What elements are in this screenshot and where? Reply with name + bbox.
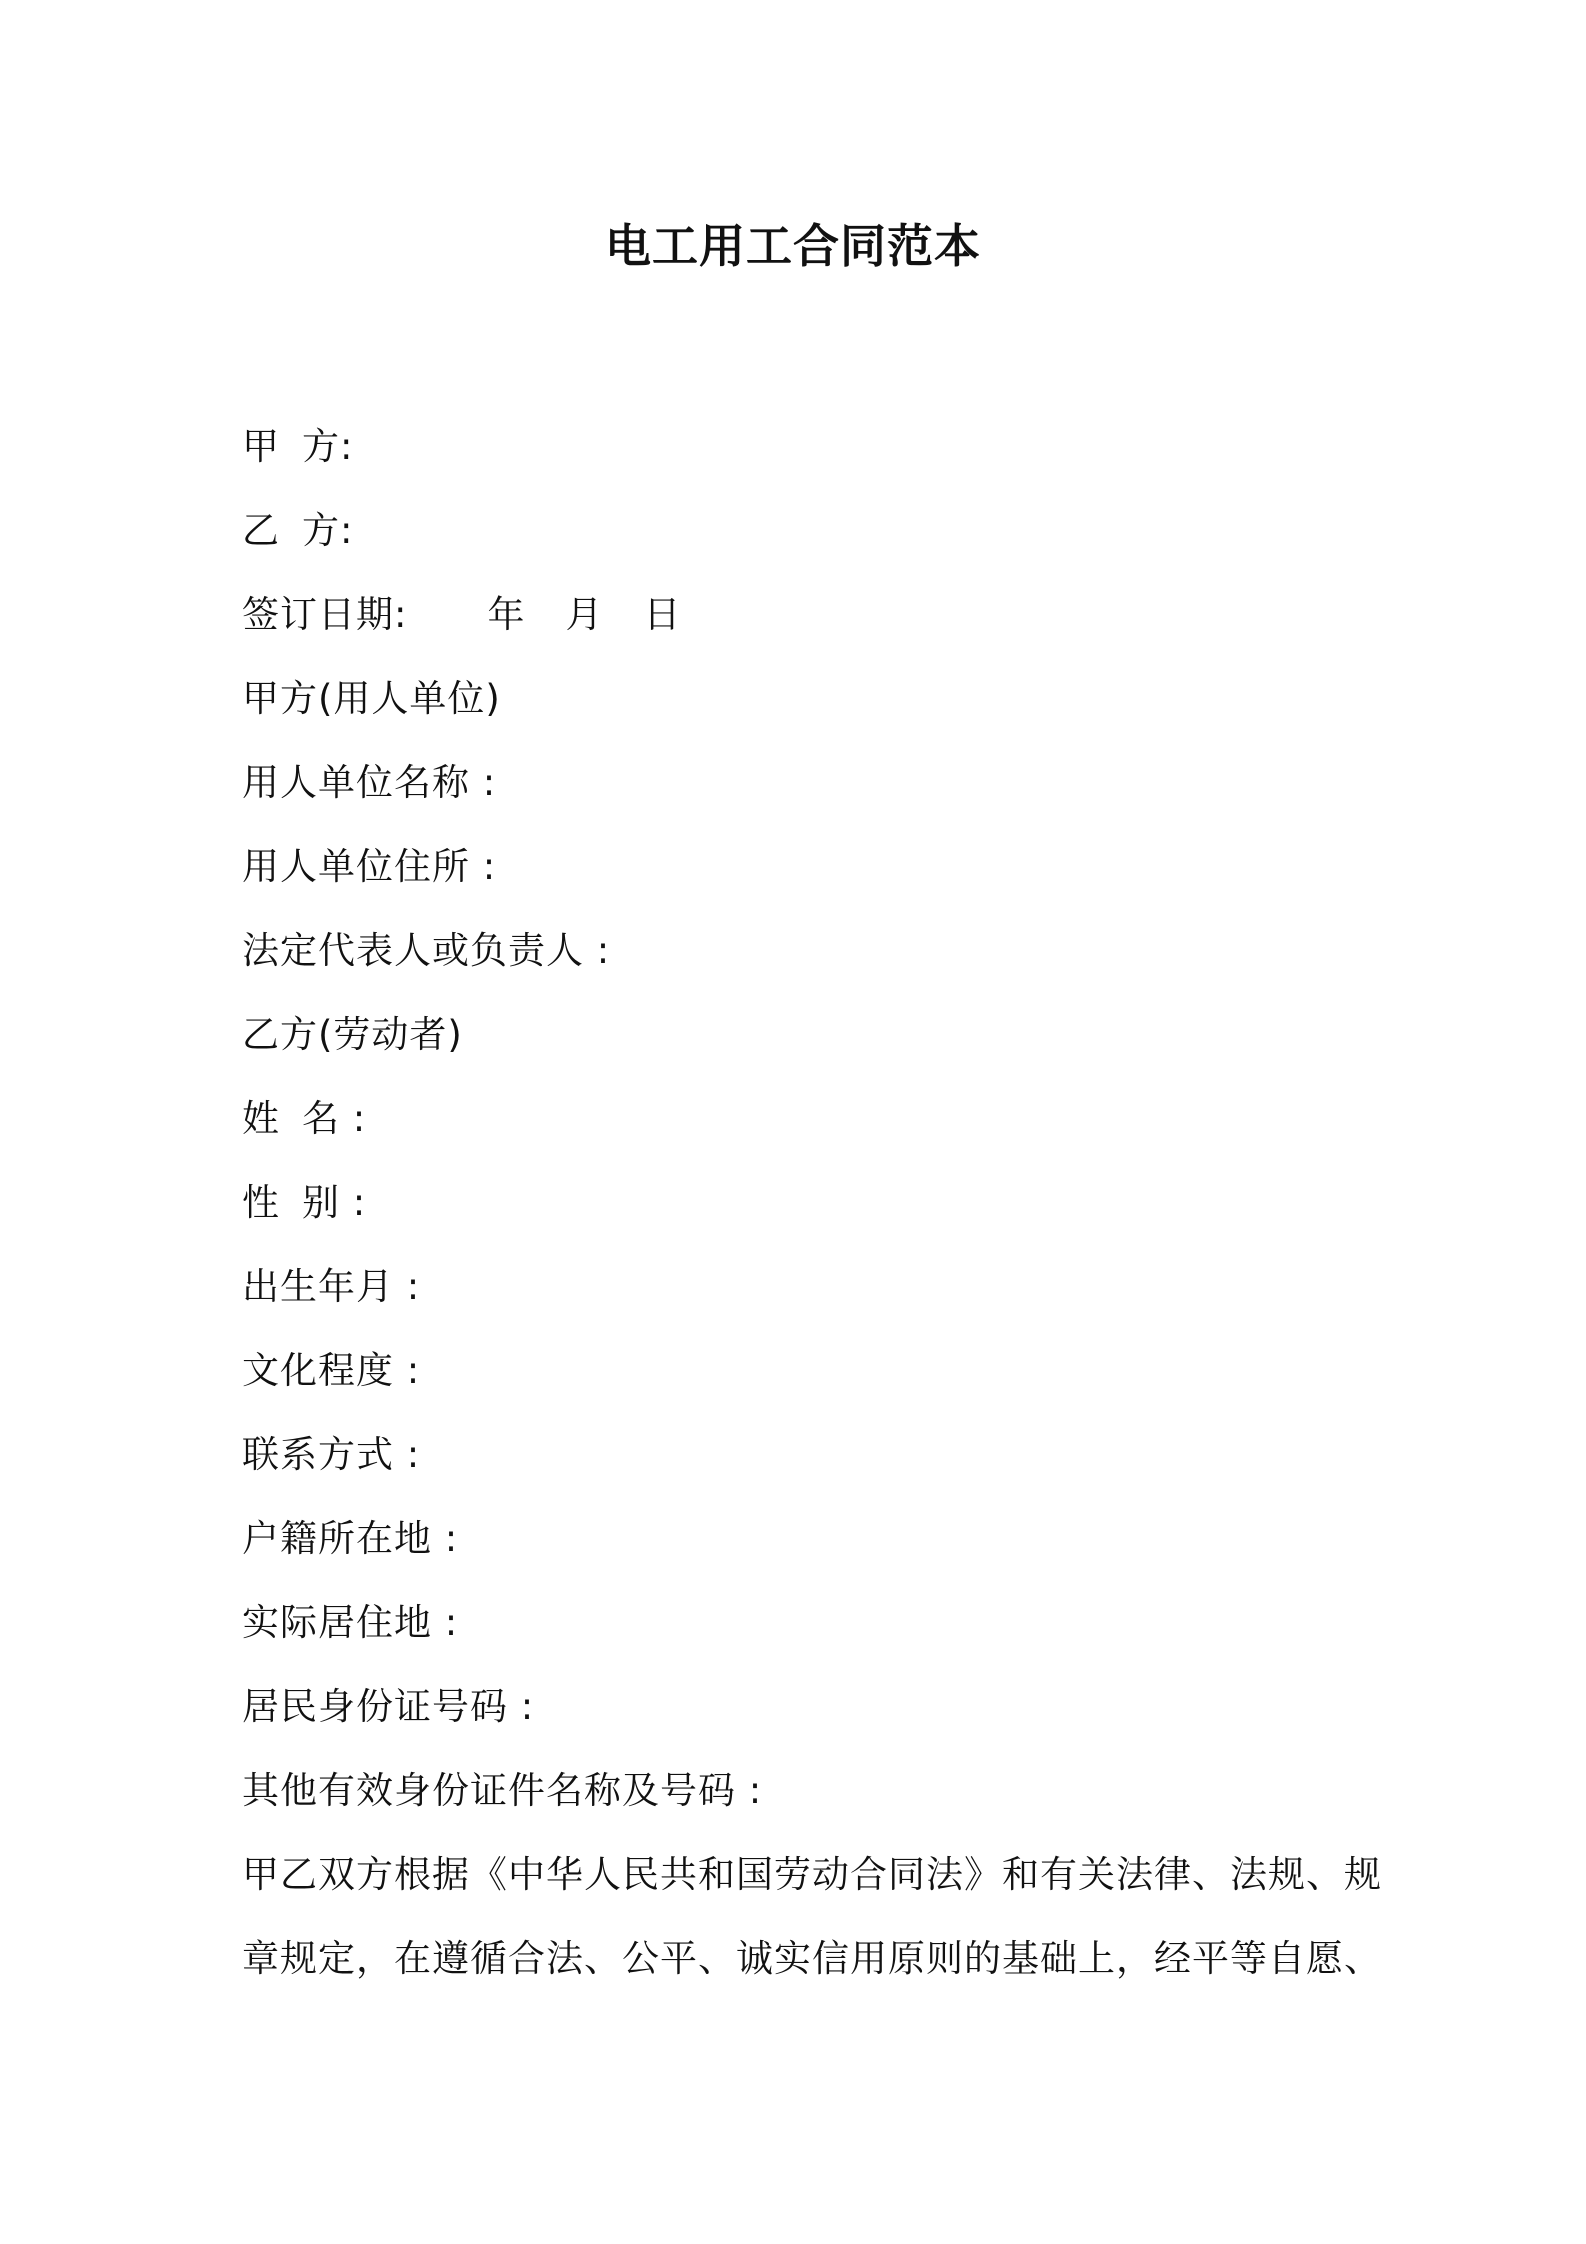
field-employer-name: 用人单位名称 : — [242, 761, 497, 804]
party-a-char1: 甲 — [242, 425, 280, 468]
field-other-id: 其他有效身份证件名称及号码 : — [242, 1769, 763, 1812]
field-birth-date: 出生年月 : — [242, 1265, 421, 1308]
gender-char1: 性 — [242, 1181, 280, 1224]
field-party-b-header: 乙方(劳动者) — [242, 1013, 463, 1056]
field-party-a-header: 甲方(用人单位) — [242, 677, 501, 720]
sign-date-month: 月 — [565, 593, 604, 636]
name-char2: 名 : — [302, 1097, 367, 1140]
paragraph-line: 甲乙双方根据《中华人民共和国劳动合同法》和有关法律、法规、规 — [242, 1853, 1382, 1896]
field-legal-representative: 法定代表人或负责人 : — [242, 929, 611, 972]
party-a-char2: 方: — [302, 425, 354, 468]
document-body — [242, 405, 1382, 2001]
party-b-char2: 方: — [302, 509, 354, 552]
party-b-line — [242, 489, 1372, 573]
field-actual-residence: 实际居住地 : — [242, 1601, 459, 1644]
gender-line — [242, 1161, 1372, 1245]
sign-date-day: 日 — [643, 593, 682, 636]
paragraph-line: 章规定，在遵循合法、公平、诚实信用原则的基础上，经平等自愿、 — [242, 1937, 1382, 1980]
party-a-line — [242, 405, 1372, 489]
intro-paragraph — [242, 1833, 1382, 2001]
name-line — [242, 1077, 1372, 1161]
field-employer-address: 用人单位住所 : — [242, 845, 497, 888]
field-id-number: 居民身份证号码 : — [242, 1685, 535, 1728]
sign-date-year: 年 — [487, 593, 526, 636]
sign-date-line — [242, 573, 1372, 657]
sign-date-label: 签订日期: — [242, 593, 408, 636]
field-contact: 联系方式 : — [242, 1433, 421, 1476]
name-char1: 姓 — [242, 1097, 280, 1140]
party-b-char1: 乙 — [242, 509, 280, 552]
field-household-registration: 户籍所在地 : — [242, 1517, 459, 1560]
gender-char2: 别 : — [302, 1181, 367, 1224]
field-education: 文化程度 : — [242, 1349, 421, 1392]
document-title: 电工用工合同范本 — [605, 219, 981, 273]
